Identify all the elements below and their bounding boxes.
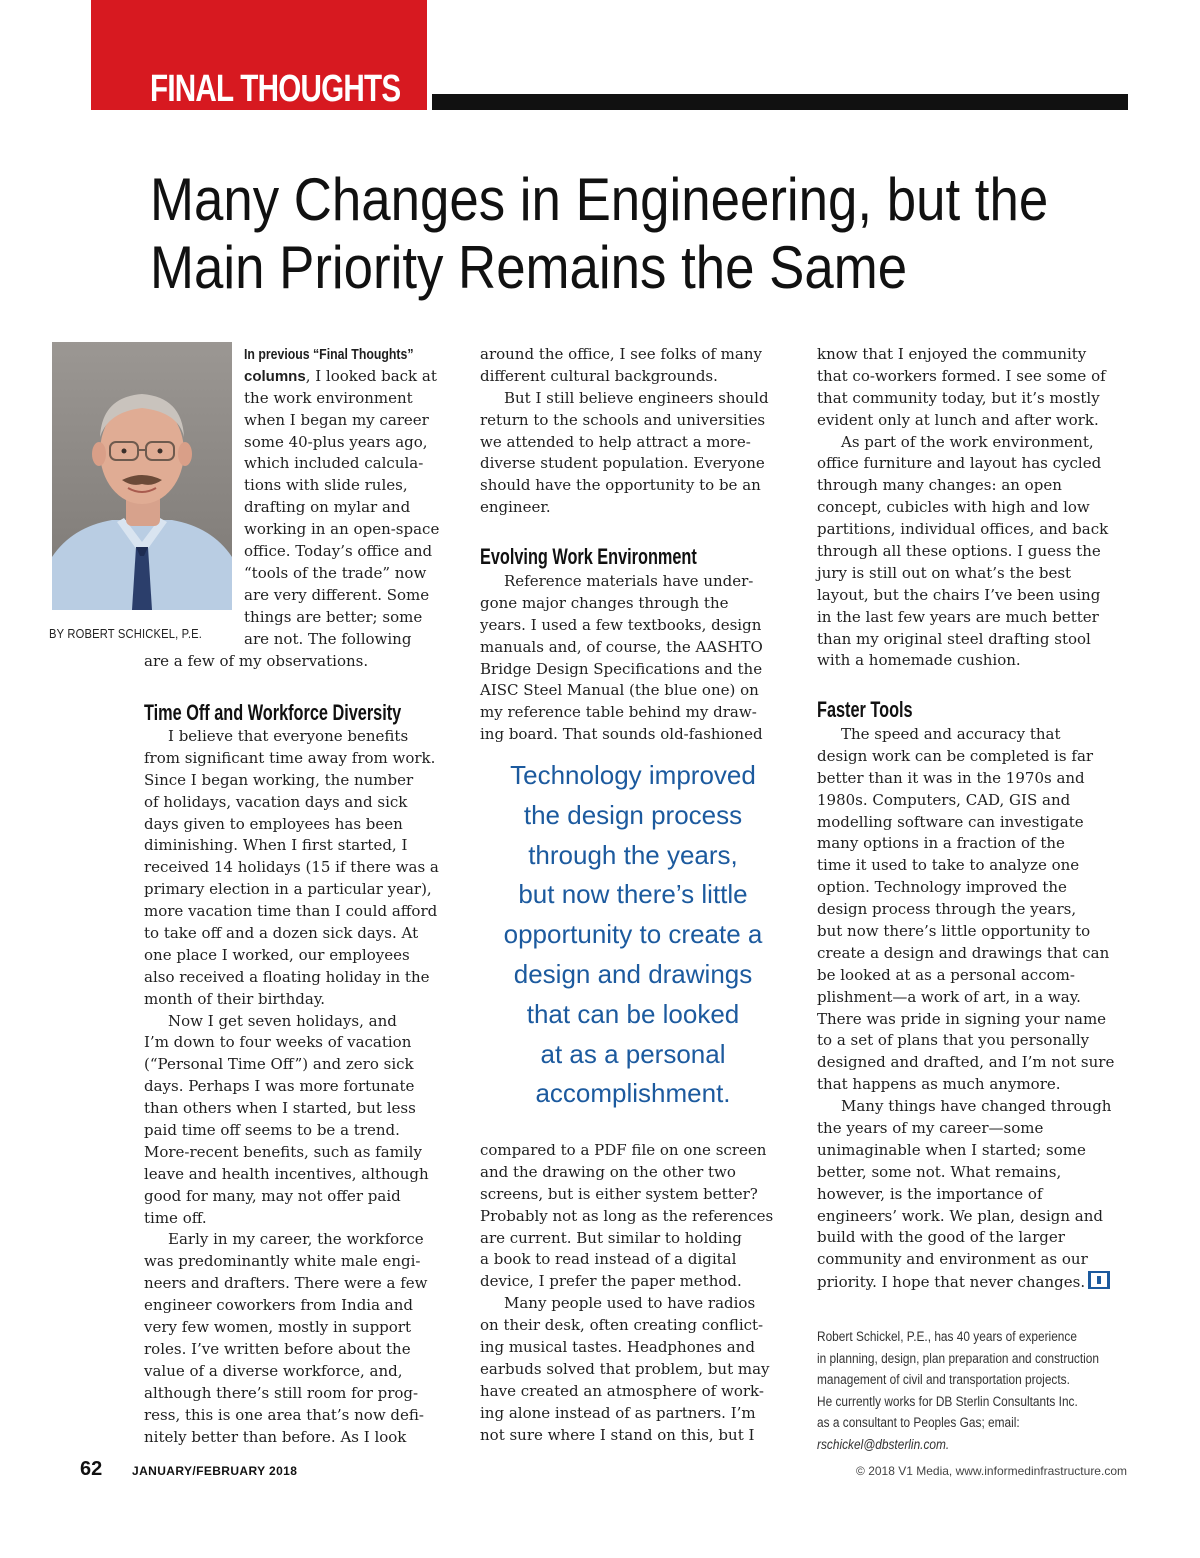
text-line: engineer coworkers from India and [144, 1296, 414, 1315]
text-line: should have the opportunity to be an [480, 476, 761, 495]
text-line: also received a floating holiday in the [144, 967, 430, 986]
text-line: that community today, but it’s mostly [817, 388, 1100, 407]
bio-line: management of civil and transportation projects. [817, 1372, 1070, 1387]
text-line: designed and drafted, and I’m not sure [817, 1053, 1115, 1072]
text-line: working in an open-space [244, 520, 440, 539]
text-line: Many things have changed through [841, 1097, 1112, 1116]
text-line: engineers’ work. We plan, design and [817, 1206, 1104, 1225]
column-1-body [144, 726, 439, 1448]
text-line: concept, cubicles with high and low [817, 498, 1090, 517]
text-line: ing board. That sounds old-fashioned [480, 725, 763, 744]
pull-quote-line: but now there’s little [518, 879, 748, 910]
column-2-mid [480, 571, 763, 746]
last-text-line: priority. I hope that never changes. [817, 1271, 1114, 1293]
text-line: compared to a PDF file on one screen [480, 1141, 767, 1159]
text-line: are a few of my observations. [144, 652, 369, 670]
text-line: be looked at as a personal accom- [817, 965, 1075, 984]
text-line: ing musical tastes. Headphones and [480, 1338, 755, 1357]
text-line: engineer. [480, 498, 551, 517]
text-line: many options in a fraction of the [817, 834, 1065, 853]
leadin-line-2: columns, I looked back at [244, 366, 437, 385]
text-line: unimaginable when I started; some [817, 1140, 1086, 1159]
text-line: are not. The following [244, 629, 412, 648]
text-line: roles. I’ve written before about the [144, 1339, 411, 1358]
text-line: primary election in a particular year), [144, 880, 432, 899]
intro-text-end [144, 651, 368, 673]
intro-text [244, 344, 451, 650]
pull-quote-line: through the years, [528, 839, 738, 870]
text-line: design process through the years, [817, 900, 1077, 919]
text-line: option. Technology improved the [817, 878, 1067, 897]
text-line: I’m down to four weeks of vacation [144, 1033, 412, 1052]
text-line: value of a diverse workforce, and, [144, 1361, 403, 1380]
text-line: to take off and a dozen sick days. At [144, 924, 419, 943]
column-3-body [817, 724, 1114, 1293]
text-line: Early in my career, the workforce [168, 1230, 424, 1249]
text-line: layout, but the chairs I’ve been using [817, 585, 1101, 604]
text-line: As part of the work environment, [841, 432, 1094, 451]
text-line: Bridge Design Specifications and the [480, 659, 763, 678]
leadin-line-1: In previous “Final Thoughts” [244, 346, 414, 363]
text-line: the years of my career—some [817, 1119, 1044, 1138]
pull-quote-line: the design process [523, 799, 743, 830]
headline-line-2: Main Priority Remains the Same [150, 234, 908, 301]
text-line: diminishing. When I first started, I [144, 836, 408, 855]
text-line: to a set of plans that you personally [817, 1031, 1090, 1050]
subhead-faster-tools: Faster Tools [817, 697, 913, 722]
text-line: days. Perhaps I was more fortunate [144, 1077, 415, 1096]
headline-line-1: Many Changes in Engineering, but the [150, 166, 1049, 233]
text-line: a book to read instead of a digital [480, 1250, 737, 1269]
text-line: design work can be completed is far [817, 746, 1094, 765]
text-line: build with the good of the larger [817, 1228, 1065, 1247]
text-line: Now I get seven holidays, and [168, 1011, 397, 1030]
text-line: the work environment [244, 388, 413, 407]
text-line: jury is still out on what’s the best [817, 563, 1072, 582]
text-line: things are better; some [244, 607, 423, 626]
text-line: Since I began working, the number [144, 770, 414, 789]
text-line: that co-workers formed. I see some of [817, 366, 1106, 385]
text-line: one place I worked, our employees [144, 945, 410, 964]
text-line: from significant time away from work. [144, 748, 436, 767]
text-line: month of their birthday. [144, 989, 326, 1008]
text-line: my reference table behind my draw- [480, 703, 757, 722]
text-line: manuals and, of course, the AASHTO [480, 637, 763, 656]
text-line: office furniture and layout has cycled [817, 454, 1102, 473]
bio-email: rschickel@dbsterlin.com. [817, 1436, 950, 1452]
pull-quote-line: that can be looked [526, 998, 740, 1029]
text-line: that happens as much anymore. [817, 1075, 1061, 1094]
text-line: But I still believe engineers should [504, 388, 769, 407]
header-rule [432, 94, 1128, 110]
pull-quote [478, 756, 788, 1114]
text-line: ress, this is one area that’s now defi- [144, 1405, 424, 1424]
bio-line: as a consultant to Peoples Gas; email: [817, 1415, 1020, 1430]
text-line: which included calcula- [244, 454, 424, 473]
section-label: FINAL THOUGHTS [150, 68, 401, 110]
text-line: nitely better than before. As I look [144, 1427, 407, 1446]
text-line: however, is the importance of [817, 1184, 1043, 1203]
text-line: more vacation time than I could afford [144, 902, 438, 921]
pull-quote-line: opportunity to create a [503, 919, 763, 950]
text-line: paid time off seems to be a trend. [144, 1121, 400, 1140]
subhead-evolving-work-environment: Evolving Work Environment [480, 544, 697, 569]
text-line: “tools of the trade” now [244, 563, 427, 582]
text-line: ing alone instead of as partners. I’m [480, 1403, 756, 1422]
text-line: AISC Steel Manual (the blue one) on [480, 681, 759, 700]
end-mark-icon [1088, 1271, 1110, 1289]
text-line: better, some not. What remains, [817, 1162, 1062, 1181]
byline: BY ROBERT SCHICKEL, P.E. [49, 626, 203, 641]
column-2-top [480, 344, 769, 519]
author-portrait-illustration [52, 342, 232, 610]
text-line: on their desk, often creating conflict- [480, 1316, 764, 1335]
text-line: (“Personal Time Off”) and zero sick [144, 1055, 414, 1074]
pull-quote-line: at as a personal [540, 1038, 726, 1069]
author-photo [52, 342, 232, 610]
text-line: 1980s. Computers, CAD, GIS and [817, 790, 1071, 809]
text-line: know that I enjoyed the community [817, 345, 1087, 363]
text-line: are current. But similar to holding [480, 1228, 742, 1247]
text-line: earbuds solved that problem, but may [480, 1359, 770, 1378]
text-line: diverse student population. Everyone [480, 454, 765, 473]
text-line: partitions, individual offices, and back [817, 520, 1109, 539]
text-line: leave and health incentives, although [144, 1164, 429, 1183]
text-line: There was pride in signing your name [817, 1009, 1107, 1028]
pull-quote-line: design and drawings [513, 958, 753, 989]
text-line: device, I prefer the paper method. [480, 1272, 742, 1291]
text-line: and the drawing on the other two [480, 1162, 736, 1181]
pull-quote-line: accomplishment. [535, 1078, 731, 1109]
text-line: office. Today’s office and [244, 542, 433, 561]
text-line: different cultural backgrounds. [480, 366, 718, 385]
pull-quote-line: Technology improved [510, 760, 756, 790]
text-line: not sure where I stand on this, but I [480, 1425, 755, 1444]
bio-line: Robert Schickel, P.E., has 40 years of experience [817, 1329, 1077, 1344]
text-line: plishment—a work of art, in a way. [817, 987, 1081, 1006]
text-line: have created an atmosphere of work- [480, 1381, 764, 1400]
text-line: The speed and accuracy that [841, 725, 1061, 743]
headline [150, 166, 1049, 302]
text-line: Reference materials have under- [504, 572, 754, 590]
column-2-bottom [480, 1140, 773, 1446]
text-line: when I began my career [244, 410, 429, 429]
text-line: better than it was in the 1970s and [817, 768, 1085, 787]
text-line: of holidays, vacation days and sick [144, 792, 408, 811]
text-line: screens, but is either system better? [480, 1184, 758, 1203]
text-line: modelling software can investigate [817, 812, 1084, 831]
issue-date: JANUARY/FEBRUARY 2018 [132, 1464, 298, 1478]
text-line: but now there’s little opportunity to [817, 922, 1091, 941]
text-line: gone major changes through the [480, 593, 729, 612]
author-bio [817, 1326, 1137, 1455]
text-line: create a design and drawings that can [817, 943, 1110, 962]
column-3-top [817, 344, 1108, 672]
text-line: time it used to take to analyze one [817, 856, 1080, 875]
text-line: Probably not as long as the references [480, 1206, 774, 1225]
text-line: Many people used to have radios [504, 1294, 756, 1313]
text-line: I believe that everyone benefits [168, 727, 409, 745]
text-line: we attended to help attract a more- [480, 432, 751, 451]
text-line: drafting on mylar and [244, 498, 411, 517]
text-line: tions with slide rules, [244, 476, 408, 495]
text-line: was predominantly white male engi- [144, 1252, 421, 1271]
text-line: time off. [144, 1208, 207, 1227]
copyright: © 2018 V1 Media, www.informedinfrastructure.com [856, 1464, 1127, 1478]
text-line: than others when I started, but less [144, 1099, 416, 1118]
bio-line: in planning, design, plan preparation and construction [817, 1350, 1100, 1366]
text-line: with a homemade cushion. [817, 651, 1021, 670]
text-line: through all these options. I guess the [817, 542, 1101, 561]
text-line: are very different. Some [244, 585, 430, 604]
text-line: although there’s still room for prog- [144, 1383, 419, 1402]
text-line: around the office, I see folks of many [480, 345, 762, 363]
text-line: than my original steel drafting stool [817, 629, 1091, 648]
text-line: received 14 holidays (15 if there was a [144, 858, 439, 877]
page-number: 62 [80, 1458, 103, 1480]
text-line: through many changes: an open [817, 476, 1062, 495]
text-line: neers and drafters. There were a few [144, 1274, 428, 1293]
subhead-time-off: Time Off and Workforce Diversity [144, 700, 402, 725]
text-line: return to the schools and universities [480, 410, 766, 429]
text-line: in the last few years are much better [817, 607, 1099, 626]
text-line: days given to employees has been [144, 814, 403, 833]
text-line: some 40-plus years ago, [244, 432, 428, 451]
text-line: More-recent benefits, such as family [144, 1142, 422, 1161]
text-line: good for many, may not offer paid [144, 1186, 401, 1205]
text-line: years. I used a few textbooks, design [480, 615, 762, 634]
text-line: evident only at lunch and after work. [817, 410, 1099, 429]
text-line: very few women, mostly in support [144, 1318, 412, 1337]
text-line: community and environment as our [817, 1250, 1088, 1269]
bio-line: He currently works for DB Sterlin Consultants Inc. [817, 1393, 1078, 1409]
